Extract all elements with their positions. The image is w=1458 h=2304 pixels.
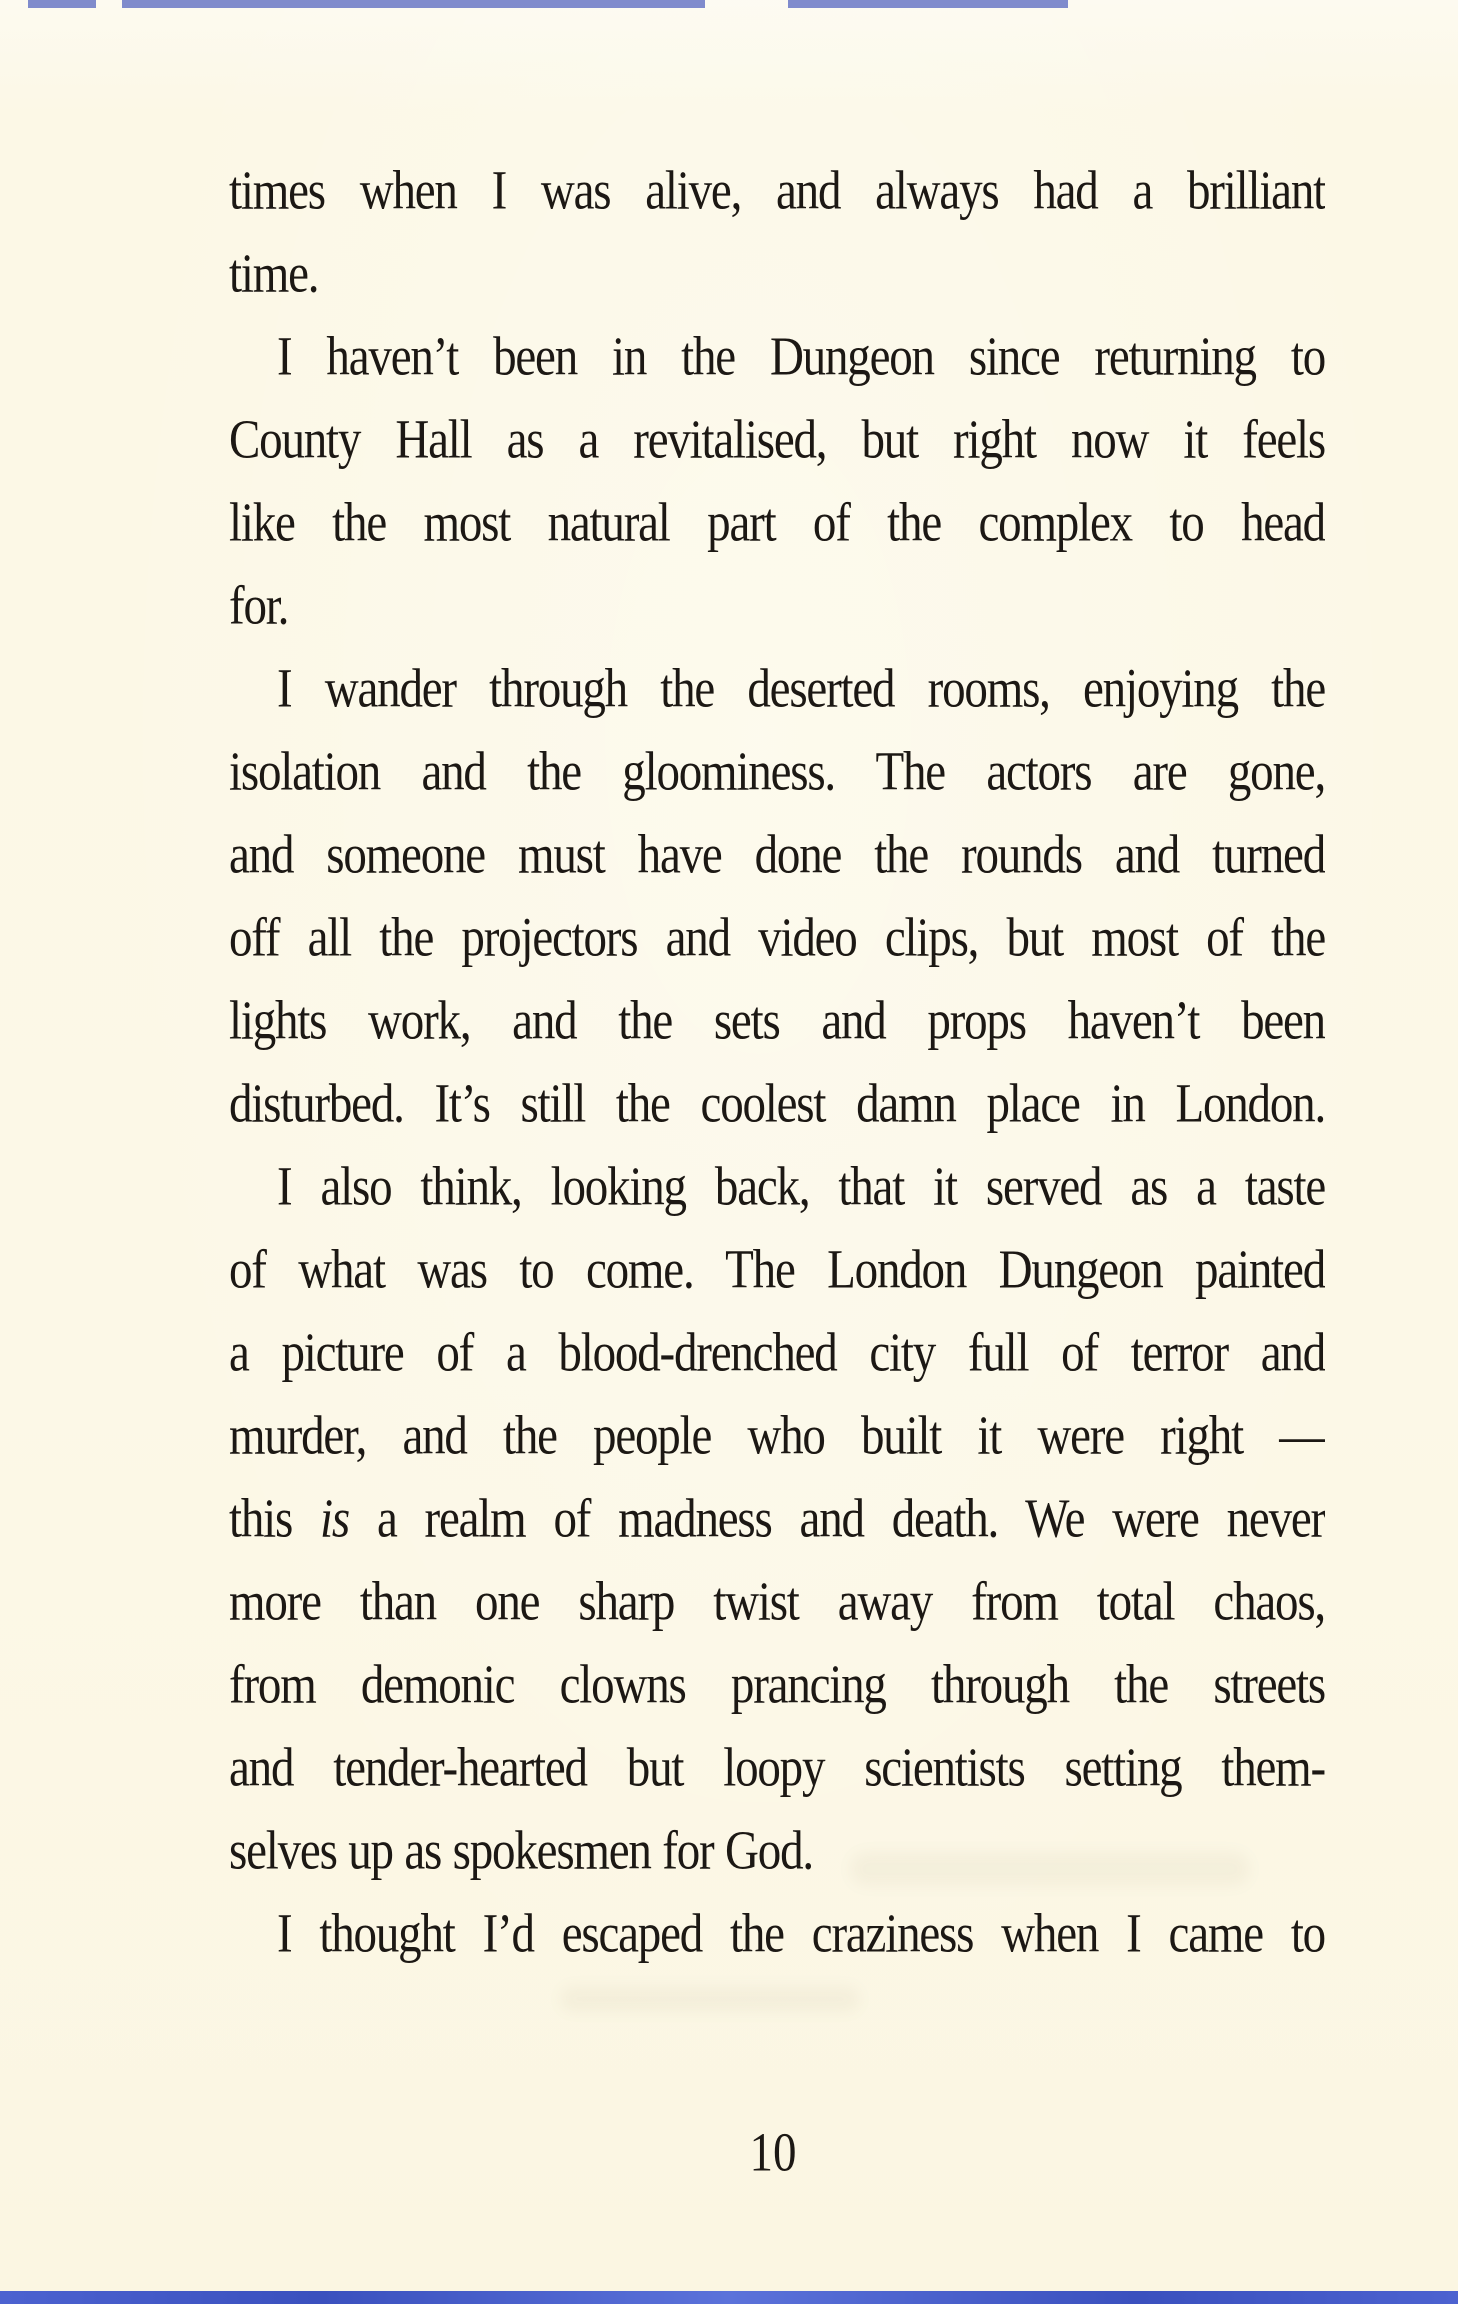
text-segment: this [229,1488,321,1550]
text-line: disturbed. It’s still the coolest damn place in London. [229,1073,1325,1135]
text-line: selves up as spokesmen for God. [229,1820,813,1882]
text-line: like the most natural part of the complex to head [229,492,1325,554]
text-line: off all the projectors and video clips, but most of the [229,907,1325,969]
text-line: of what was to come. The London Dungeon painted [229,1239,1325,1301]
text-line: I thought I’d escaped the craziness when I came to [277,1903,1325,1965]
text-line: I haven’t been in the Dungeon since returning to [277,326,1325,388]
text-line: times when I was alive, and always had a brilliant [229,160,1325,222]
text-line: a picture of a blood-drenched city full of terror and [229,1322,1325,1384]
page-text [229,150,1325,1976]
text-line: isolation and the gloominess. The actors are gone, [229,741,1325,803]
text-line: lights work, and the sets and props haven’t been [229,990,1325,1052]
text-line: and tender-hearted but loopy scientists setting them- [229,1737,1325,1799]
text-segment: a realm of madness and death. We were never [349,1488,1325,1550]
bleedthrough-smudge [560,1986,860,2012]
text-line: County Hall as a revitalised, but right now it feels [229,409,1325,471]
italic-word: is [320,1488,349,1550]
scan-edge-top-artifact [28,0,96,8]
page-number: 10 [749,2122,797,2184]
text-line: murder, and the people who built it were right — [229,1405,1325,1467]
text-line: from demonic clowns prancing through the streets [229,1654,1325,1716]
text-line: for. [229,575,289,637]
scan-edge-top-artifact [122,0,705,8]
text-line: and someone must have done the rounds and turned [229,824,1325,886]
scan-edge-bottom-artifact [0,2291,1458,2304]
text-line: I wander through the deserted rooms, enjoying the [277,658,1325,720]
text-line [229,1471,1325,1567]
scan-edge-top-artifact [788,0,1068,8]
text-line: time. [229,243,319,305]
text-line: more than one sharp twist away from total chaos, [229,1571,1325,1633]
text-line: I also think, looking back, that it served as a taste [277,1156,1325,1218]
